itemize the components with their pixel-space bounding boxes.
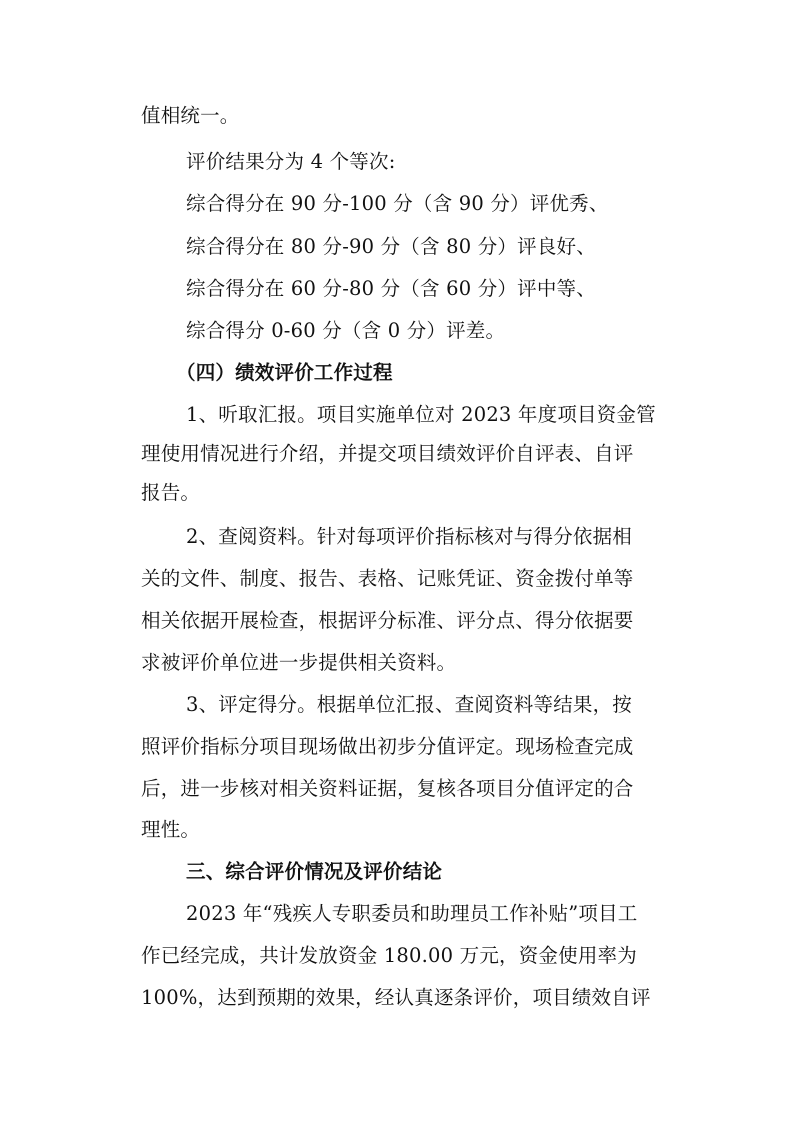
text-line: 综合得分在 80 分-90 分（含 80 分）评良好、 bbox=[186, 235, 596, 258]
text-line: 后，进一步核对相关资料证据，复核各项目分值评定的合 bbox=[141, 777, 634, 800]
section-heading: （四）绩效评价工作过程 bbox=[176, 361, 393, 384]
text-line: 综合得分在 90 分-100 分（含 90 分）评优秀、 bbox=[186, 192, 609, 215]
text-line: 综合得分 0-60 分（含 0 分）评差。 bbox=[186, 319, 506, 342]
section-heading: 三、综合评价情况及评价结论 bbox=[186, 860, 443, 883]
text-line: 作已经完成，共计发放资金 180.00 万元，资金使用率为 bbox=[141, 944, 637, 967]
text-line: 评价结果分为 4 个等次: bbox=[186, 150, 396, 173]
text-line: 相关依据开展检查，根据评分标准、评分点、得分依据要 bbox=[141, 609, 634, 632]
text-line: 值相统一。 bbox=[141, 104, 240, 127]
text-line: 照评价指标分项目现场做出初步分值评定。现场检查完成 bbox=[141, 735, 634, 758]
text-line: 1、听取汇报。项目实施单位对 2023 年度项目资金管 bbox=[186, 403, 656, 426]
text-line: 理使用情况进行介绍，并提交项目绩效评价自评表、自评 bbox=[141, 442, 634, 465]
text-line: 综合得分在 60 分-80 分（含 60 分）评中等、 bbox=[186, 277, 596, 300]
text-line: 理性。 bbox=[141, 818, 201, 841]
text-line: 报告。 bbox=[141, 481, 201, 504]
text-line: 100%，达到预期的效果，经认真逐条评价，项目绩效自评 bbox=[141, 986, 651, 1009]
text-line: 2、查阅资料。针对每项评价指标核对与得分依据相 bbox=[186, 525, 633, 548]
text-line: 关的文件、制度、报告、表格、记账凭证、资金拨付单等 bbox=[141, 567, 634, 590]
text-line: 2023 年“残疾人专职委员和助理员工作补贴”项目工 bbox=[186, 902, 638, 925]
text-line: 3、评定得分。根据单位汇报、查阅资料等结果，按 bbox=[186, 693, 633, 716]
text-line: 求被评价单位进一步提供相关资料。 bbox=[141, 651, 457, 674]
